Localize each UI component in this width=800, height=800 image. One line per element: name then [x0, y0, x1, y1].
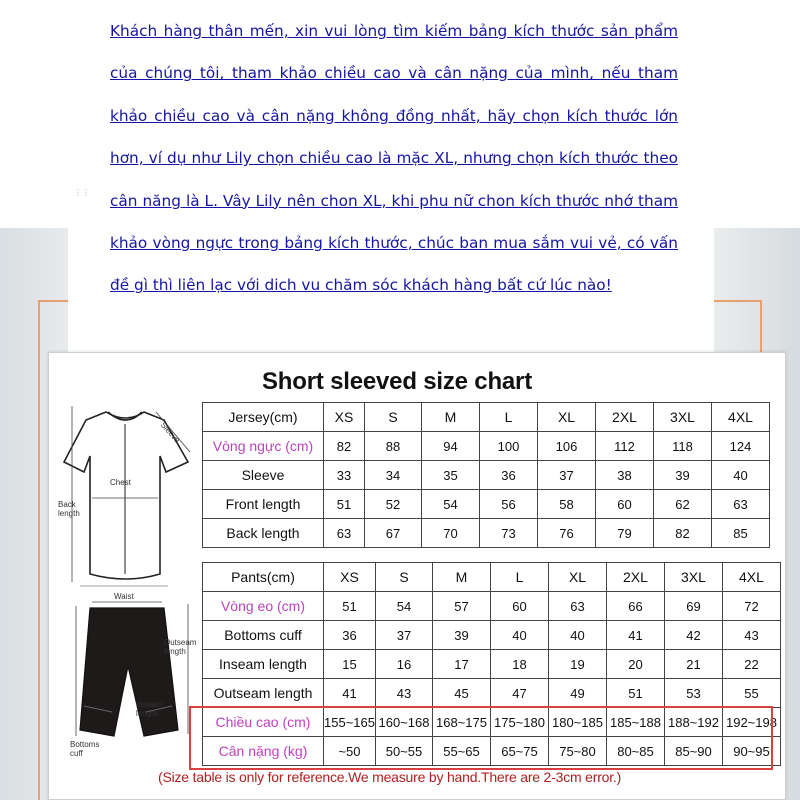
chart-title: Short sleeved size chart — [262, 368, 532, 395]
pants-row — [203, 621, 781, 650]
pants-cell: 57 — [432, 592, 490, 621]
jersey-cell: 73 — [480, 519, 538, 548]
jersey-cell: 76 — [538, 519, 596, 548]
pants-cell: 69 — [664, 592, 722, 621]
drag-handle-icon[interactable]: ⋮⋮ — [74, 188, 90, 197]
pants-row — [203, 679, 781, 708]
diagram-label-waist: Waist — [114, 592, 134, 601]
jersey-cell: 35 — [422, 461, 480, 490]
pants-cell: ~50 — [324, 737, 376, 766]
jersey-cell: 54 — [422, 490, 480, 519]
jersey-cell: 36 — [480, 461, 538, 490]
jersey-cell: 94 — [422, 432, 480, 461]
jersey-cell: 70 — [422, 519, 480, 548]
pants-cell: 20 — [606, 650, 664, 679]
jersey-cell: 38 — [596, 461, 654, 490]
jersey-header-cell: 3XL — [654, 403, 712, 432]
pants-cell: 18 — [490, 650, 548, 679]
jersey-cell: 62 — [654, 490, 712, 519]
jersey-row — [203, 432, 770, 461]
pants-cell: 49 — [548, 679, 606, 708]
pants-cell: 155~165 — [324, 708, 376, 737]
pants-cell: 72 — [722, 592, 780, 621]
jersey-cell: 100 — [480, 432, 538, 461]
pants-cell: 50~55 — [375, 737, 432, 766]
jersey-header-cell: M — [422, 403, 480, 432]
pants-cell: 65~75 — [490, 737, 548, 766]
pants-row — [203, 592, 781, 621]
pants-header-cell: Pants(cm) — [203, 563, 324, 592]
pants-cell: 37 — [375, 621, 432, 650]
jersey-row — [203, 490, 770, 519]
pants-header-cell: XS — [324, 563, 376, 592]
jersey-row — [203, 461, 770, 490]
pants-row-label: Bottoms cuff — [203, 621, 324, 650]
pants-cell: 41 — [606, 621, 664, 650]
jersey-cell: 63 — [712, 490, 770, 519]
pants-cell: 15 — [324, 650, 376, 679]
diagram-label-inseam-length: Inseam length — [136, 700, 163, 718]
pants-cell: 40 — [490, 621, 548, 650]
footnote-text: (Size table is only for reference.We measure by hand.There are 2-3cm error.) — [158, 769, 622, 785]
jersey-cell: 52 — [365, 490, 422, 519]
pants-cell: 40 — [548, 621, 606, 650]
jersey-cell: 67 — [365, 519, 422, 548]
jersey-row — [203, 519, 770, 548]
jersey-cell: 106 — [538, 432, 596, 461]
diagram-label-back-length: Back length — [58, 500, 80, 518]
pants-row-label: Cân nặng (kg) — [203, 737, 324, 766]
pants-cell: 55~65 — [432, 737, 490, 766]
pants-cell: 90~95 — [722, 737, 780, 766]
pants-cell: 54 — [375, 592, 432, 621]
jersey-row-label: Front length — [203, 490, 324, 519]
pants-cell: 180~185 — [548, 708, 606, 737]
pants-cell: 42 — [664, 621, 722, 650]
jersey-header-cell: S — [365, 403, 422, 432]
pants-row-label: Outseam length — [203, 679, 324, 708]
jersey-cell: 82 — [324, 432, 365, 461]
diagram-label-sleeve: Sleeve — [158, 420, 182, 445]
jersey-cell: 58 — [538, 490, 596, 519]
pants-cell: 47 — [490, 679, 548, 708]
pants-row-label: Chiều cao (cm) — [203, 708, 324, 737]
pants-header-cell: S — [375, 563, 432, 592]
jersey-header-cell: L — [480, 403, 538, 432]
pants-cell: 21 — [664, 650, 722, 679]
pants-cell: 185~188 — [606, 708, 664, 737]
jersey-cell: 34 — [365, 461, 422, 490]
pants-header-cell: 3XL — [664, 563, 722, 592]
jersey-header-cell: XL — [538, 403, 596, 432]
pants-cell: 17 — [432, 650, 490, 679]
jersey-header-cell: 2XL — [596, 403, 654, 432]
pants-header-cell: M — [432, 563, 490, 592]
jersey-row-label: Back length — [203, 519, 324, 548]
jersey-diagram — [56, 398, 202, 598]
pants-cell: 39 — [432, 621, 490, 650]
pants-cell: 160~168 — [375, 708, 432, 737]
pants-cell: 22 — [722, 650, 780, 679]
jersey-cell: 124 — [712, 432, 770, 461]
height-weight-highlight-box — [189, 706, 773, 770]
jersey-row-label: Vòng ngực (cm) — [203, 432, 324, 461]
pants-cell: 55 — [722, 679, 780, 708]
pants-cell: 19 — [548, 650, 606, 679]
pants-header-cell: XL — [548, 563, 606, 592]
pants-cell: 75~80 — [548, 737, 606, 766]
jersey-cell: 63 — [324, 519, 365, 548]
pants-cell: 63 — [548, 592, 606, 621]
pants-cell: 43 — [375, 679, 432, 708]
pants-cell: 60 — [490, 592, 548, 621]
jersey-header-cell: 4XL — [712, 403, 770, 432]
jersey-cell: 56 — [480, 490, 538, 519]
jersey-cell: 37 — [538, 461, 596, 490]
jersey-header-cell: Jersey(cm) — [203, 403, 324, 432]
jersey-cell: 33 — [324, 461, 365, 490]
customer-notice-text[interactable]: Khách hàng thân mến, xin vui lòng tìm kiếm bảng kích thước sản phẩm của chúng tôi, tham khảo chiều cao và cân nặng của mình, nếu tham khảo chiều cao và cân nặng không đồng nhất, hãy chọn kích thước lớn hơn, ví dụ như Lily chọn chiều cao là mặc XL, nhưng chọn kích thước theo cân năng là L. Vây Lily nên chon XL, khi phu nữ chon kích thước nhớ tham khảo vòng ngực trong bảng kích thước, chúc ban mua sắm vui vẻ, có vấn đề gì thì liên lạc với dich vu chăm sóc khách hàng bất cứ lúc nào! — [110, 22, 678, 295]
jersey-cell: 112 — [596, 432, 654, 461]
pants-header-cell: 2XL — [606, 563, 664, 592]
pants-cell: 16 — [375, 650, 432, 679]
jersey-row-label: Sleeve — [203, 461, 324, 490]
jersey-cell: 79 — [596, 519, 654, 548]
pants-row-label: Inseam length — [203, 650, 324, 679]
pants-cell: 36 — [324, 621, 376, 650]
pants-header-row — [203, 563, 781, 592]
diagram-label-outseam-length: Outseam length — [164, 638, 197, 656]
diagram-label-chest: Chest — [110, 478, 131, 487]
jersey-header-cell: XS — [324, 403, 365, 432]
pants-row-label: Vòng eo (cm) — [203, 592, 324, 621]
pants-cell: 41 — [324, 679, 376, 708]
jersey-cell: 88 — [365, 432, 422, 461]
jersey-cell: 85 — [712, 519, 770, 548]
jersey-cell: 118 — [654, 432, 712, 461]
pants-cell: 51 — [324, 592, 376, 621]
pants-cell: 53 — [664, 679, 722, 708]
pants-cell: 51 — [606, 679, 664, 708]
jersey-cell: 82 — [654, 519, 712, 548]
pants-header-cell: 4XL — [722, 563, 780, 592]
jersey-size-table — [202, 402, 770, 548]
jersey-header-row — [203, 403, 770, 432]
pants-cell: 188~192 — [664, 708, 722, 737]
pants-cell: 85~90 — [664, 737, 722, 766]
pants-cell: 80~85 — [606, 737, 664, 766]
diagram-label-bottoms-cuff: Bottoms cuff — [70, 740, 100, 758]
pants-header-cell: L — [490, 563, 548, 592]
jersey-cell: 60 — [596, 490, 654, 519]
jersey-cell: 51 — [324, 490, 365, 519]
pants-cell: 43 — [722, 621, 780, 650]
pants-cell: 175~180 — [490, 708, 548, 737]
pants-row — [203, 650, 781, 679]
pants-cell: 45 — [432, 679, 490, 708]
jersey-cell: 39 — [654, 461, 712, 490]
jersey-cell: 40 — [712, 461, 770, 490]
pants-cell: 66 — [606, 592, 664, 621]
pants-cell: 168~175 — [432, 708, 490, 737]
pants-cell: 192~198 — [722, 708, 780, 737]
